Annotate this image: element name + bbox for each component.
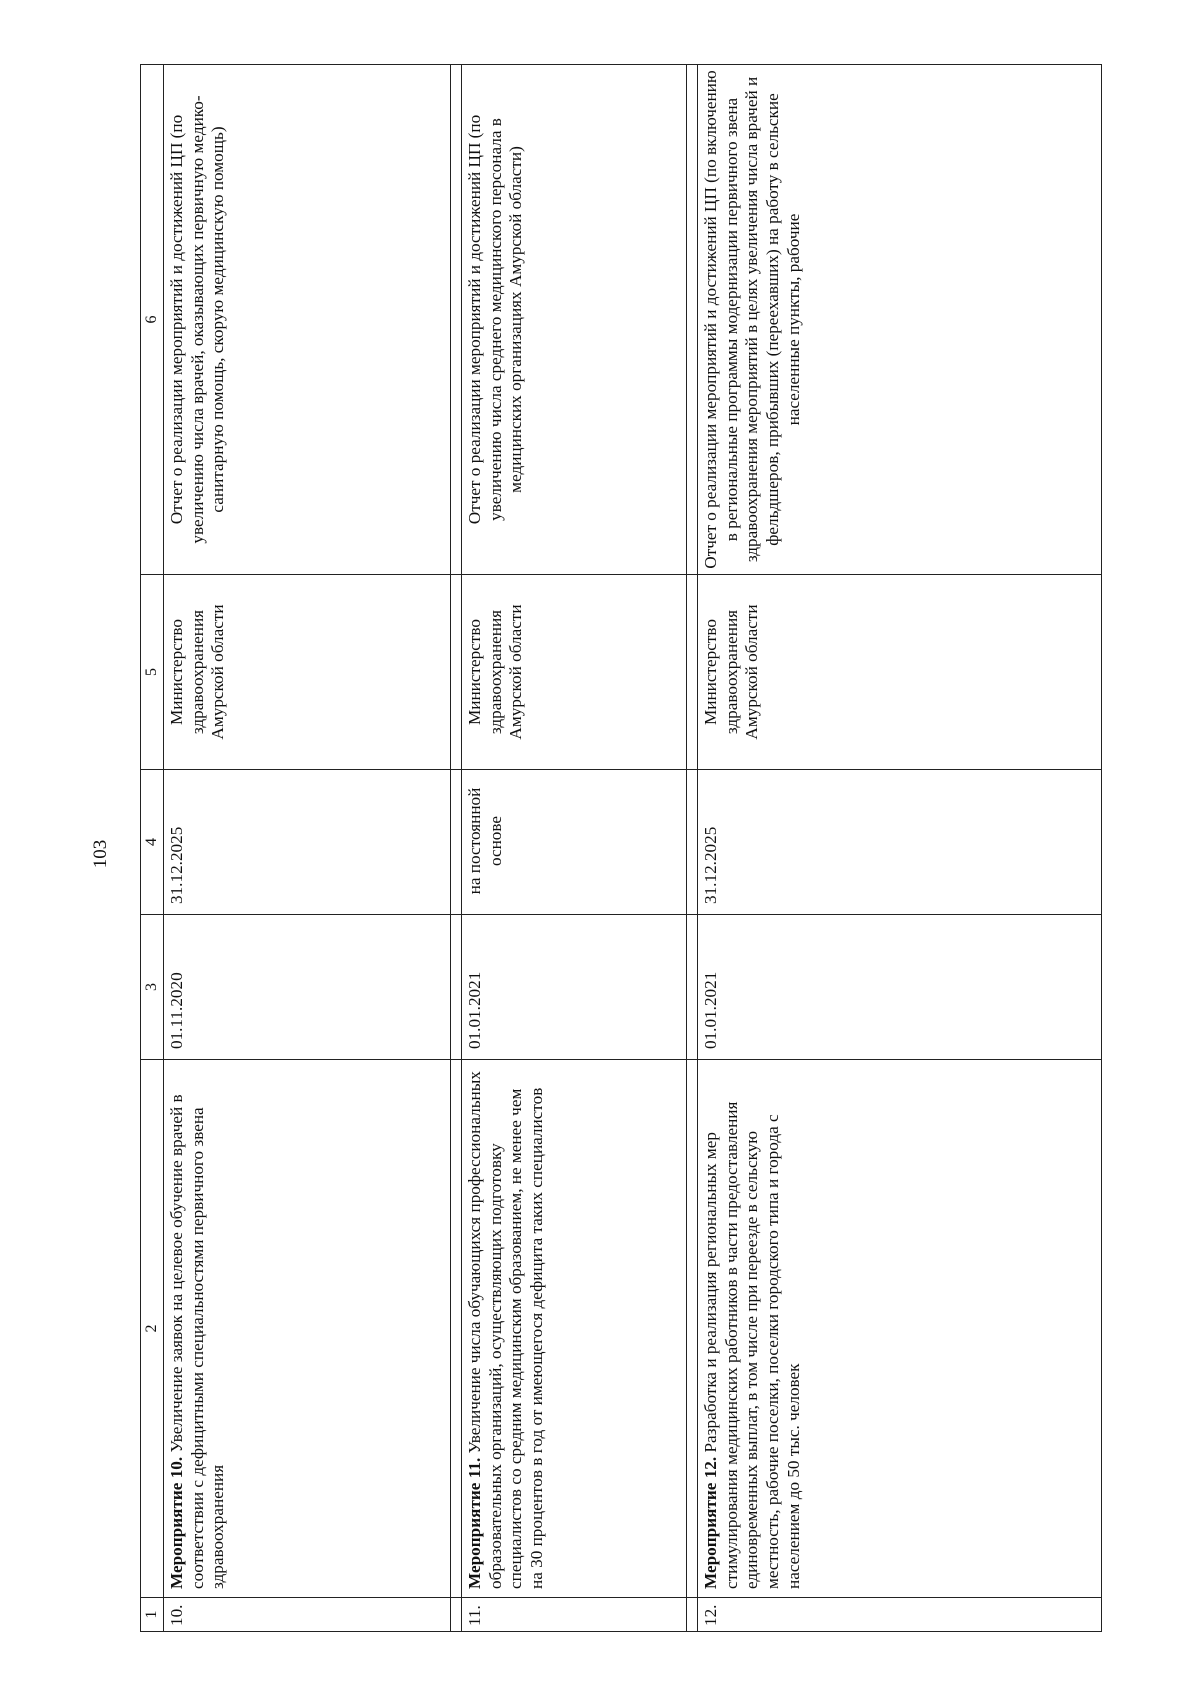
header-row	[141, 65, 164, 1632]
report-type: Отчет о реализации мероприятий и достижений ЦП (по включению в региональные программы модернизации первичного звена здравоохранения мероприятий в целях увеличения числа врачей и фельдшеров, прибывших (переехавших) на работу в сельские населенные пункты, рабочие	[697, 65, 1101, 575]
measure-text: Увеличение числа обучающихся профессиональных образовательных организаций, осуществляющих подготовку специалистов со средним медицинским образованием, не менее чем на 30 процентов в год от имеющегося дефицита таких специалистов	[464, 1071, 547, 1589]
responsible-org: Министерство здравоохранения Амурской области	[697, 575, 1101, 770]
measure-description	[163, 1060, 450, 1598]
start-date: 01.11.2020	[163, 915, 450, 1060]
measure-title: Мероприятие 12.	[700, 1456, 720, 1589]
start-date: 01.01.2021	[461, 915, 686, 1060]
start-date: 01.01.2021	[697, 915, 1101, 1060]
header-cell: 2	[141, 1060, 164, 1598]
responsible-org: Министерство здравоохранения Амурской области	[163, 575, 450, 770]
header-cell: 3	[141, 915, 164, 1060]
table-row	[697, 65, 1101, 1632]
report-type: Отчет о реализации мероприятий и достижений ЦП (по увеличению числа врачей, оказывающих первичную медико-санитарную помощь, скорую медицинскую помощь)	[163, 65, 450, 575]
page-number: 103	[90, 839, 111, 869]
table-row	[163, 65, 450, 1632]
measure-description	[697, 1060, 1101, 1598]
measures-table	[140, 64, 1102, 1632]
header-cell: 6	[141, 65, 164, 575]
measure-title: Мероприятие 10.	[166, 1456, 186, 1589]
header-cell: 4	[141, 770, 164, 915]
end-date: 31.12.2025	[163, 770, 450, 915]
responsible-org: Министерство здравоохранения Амурской области	[461, 575, 686, 770]
header-cell: 1	[141, 1598, 164, 1632]
end-date: 31.12.2025	[697, 770, 1101, 915]
rotated-table-container	[140, 64, 1102, 1632]
spacer-row	[450, 65, 461, 1632]
measure-title: Мероприятие 11.	[464, 1457, 484, 1589]
measure-text: Разработка и реализация региональных мер стимулирования медицинских работников в части предоставления единовременных выплат, в том числе при переезде в сельскую местность, рабочие поселки, поселки городского типа и города с населением до 50 тыс. человек	[700, 1101, 804, 1589]
measure-text: Увеличение заявок на целевое обучение врачей в соответствии с дефицитными специальностями первичного звена здравоохранения	[166, 1094, 228, 1589]
measure-description	[461, 1060, 686, 1598]
row-number: 11.	[461, 1598, 686, 1632]
table-row	[461, 65, 686, 1632]
spacer-row	[686, 65, 697, 1632]
row-number: 10.	[163, 1598, 450, 1632]
report-type: Отчет о реализации мероприятий и достижений ЦП (по увеличению числа среднего медицинского персонала в медицинских организациях Амурской области)	[461, 65, 686, 575]
header-cell: 5	[141, 575, 164, 770]
end-date: на постоянной основе	[461, 770, 686, 915]
row-number: 12.	[697, 1598, 1101, 1632]
